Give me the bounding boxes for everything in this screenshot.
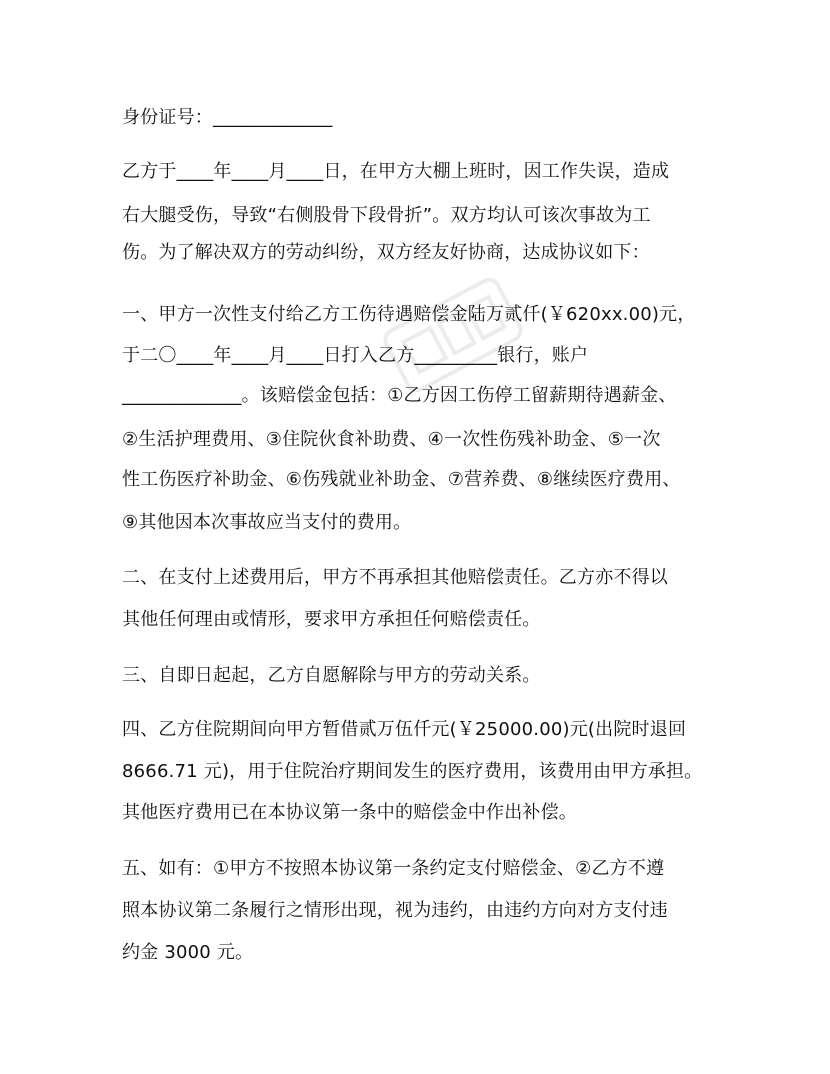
clause-1-line-2: 于二〇____年____月____日打入乙方_________银行，账户 [122, 345, 589, 366]
clause-2-line-2: 其他任何理由或情形，要求甲方承担任何赔偿责任。 [122, 609, 541, 630]
clause-4-line-3: 其他医疗费用已在本协议第一条中的赔偿金中作出补偿。 [122, 802, 577, 823]
clause-1-line-3: _____________。该赔偿金包括：①乙方因工伤停工留薪期待遇薪金、 [122, 385, 677, 406]
paragraph-intro-line-1: 乙方于____年____月____日，在甲方大棚上班时，因工作失误，造成 [122, 161, 670, 182]
paragraph-intro-line-2: 右大腿受伤，导致“右侧股骨下段骨折”。双方均认可该次事故为工 [122, 205, 651, 226]
clause-1-line-5: 性工伤医疗补助金、⑥伤残就业补助金、⑦营养费、⑧继续医疗费用、 [122, 469, 681, 490]
clause-5-line-1: 五、如有：①甲方不按照本协议第一条约定支付赔偿金、②乙方不遵 [122, 858, 665, 879]
clause-1-line-1: 一、甲方一次性支付给乙方工伤待遇赔偿金陆万贰仟(￥620xx.00)元， [122, 304, 696, 325]
clause-5-line-3: 约金 3000 元。 [122, 942, 254, 963]
id-number-line: 身份证号：_____________ [122, 107, 333, 128]
clause-4-line-2: 8666.71 元)，用于住院治疗期间发生的医疗费用，该费用由甲方承担。 [122, 761, 703, 782]
clause-2-line-1: 二、在支付上述费用后，甲方不再承担其他赔偿责任。乙方亦不得以 [122, 567, 668, 588]
clause-4-line-1: 四、乙方住院期间向甲方暂借贰万伍仟元(￥25000.00)元(出院时退回 [122, 719, 687, 740]
clause-1-line-4: ②生活护理费用、③住院伙食补助费、④一次性伤残补助金、⑤一次 [122, 429, 661, 450]
watermark-logo [379, 274, 527, 397]
clause-5-line-2: 照本协议第二条履行之情形出现，视为违约，由违约方向对方支付违 [122, 900, 668, 921]
clause-3-line-1: 三、自即日起起，乙方自愿解除与甲方的劳动关系。 [122, 665, 541, 686]
clause-1-line-6: ⑨其他因本次事故应当支付的费用。 [122, 512, 412, 533]
paragraph-intro-line-3: 伤。为了解决双方的劳动纠纷，双方经友好协商，达成协议如下： [122, 242, 650, 263]
